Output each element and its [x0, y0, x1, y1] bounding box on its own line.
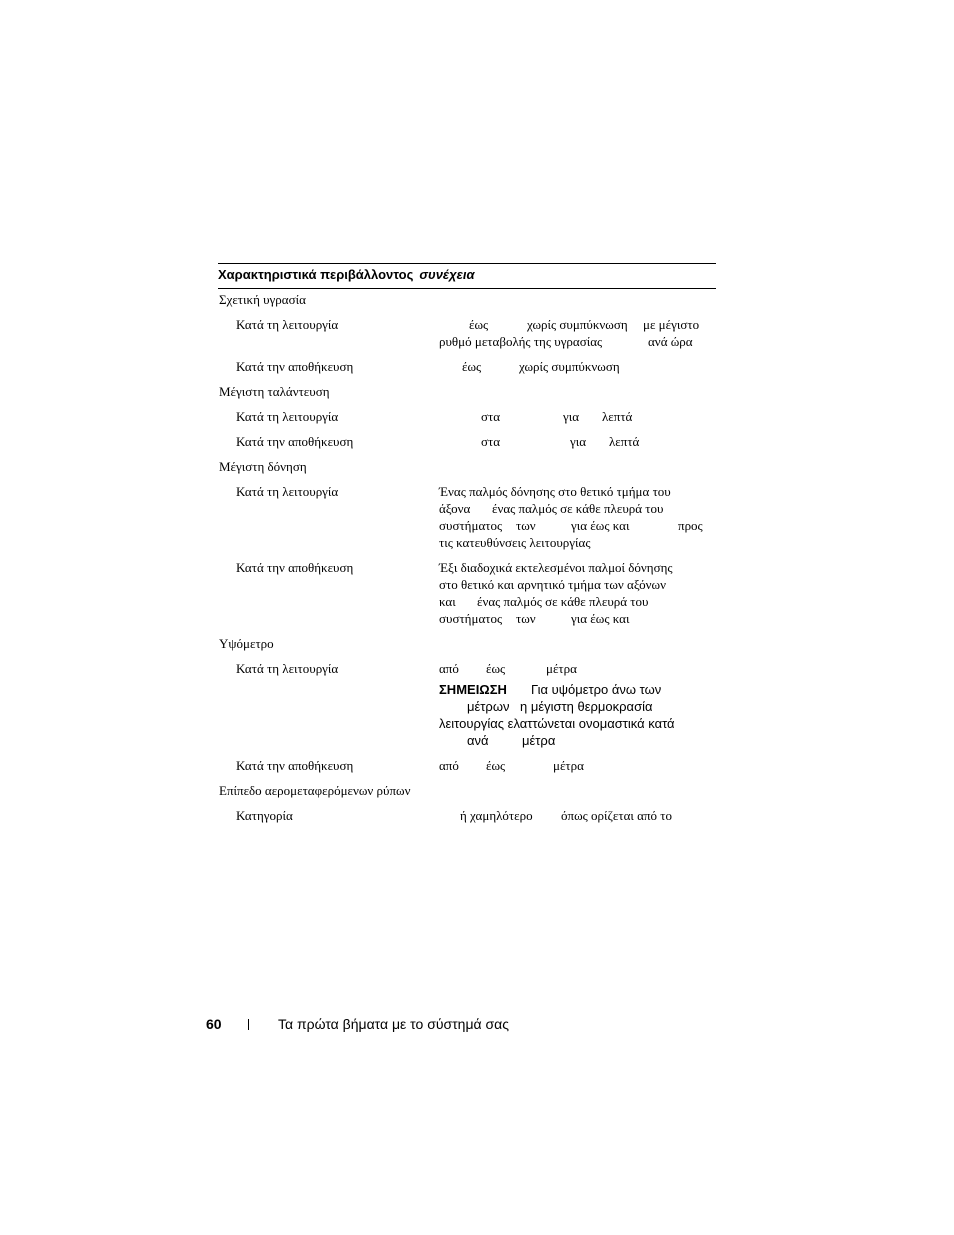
sway-operating-value: για — [563, 409, 580, 424]
sway-storage-label: Κατά την αποθήκευση — [236, 434, 354, 449]
humidity-operating-value: με μέγιστο — [643, 317, 700, 332]
note-label: ΣΗΜΕΙΩΣΗ — [439, 682, 507, 697]
altitude-storage-value: από — [439, 758, 459, 773]
vibration-operating-value: των — [516, 518, 536, 533]
sway-label: Μέγιστη ταλάντευση — [219, 384, 330, 399]
sway-operating-value: λεπτά — [602, 409, 633, 424]
table-title: Χαρακτηριστικά περιβάλλοντος — [218, 267, 414, 282]
note-text: μέτρων — [467, 699, 510, 714]
vibration-storage-value: και — [439, 594, 456, 609]
humidity-operating-label: Κατά τη λειτουργία — [236, 317, 339, 332]
vibration-storage-value: ένας παλμός σε κάθε πλευρά του — [477, 594, 649, 609]
humidity-operating-value: χωρίς συμπύκνωση — [527, 317, 628, 332]
humidity-storage-value: έως — [462, 359, 482, 374]
vibration-label: Μέγιστη δόνηση — [219, 459, 307, 474]
sway-operating-value: στα — [481, 409, 501, 424]
vibration-storage-value: για έως και — [571, 611, 630, 626]
vibration-operating-value: Ένας παλμός δόνησης στο θετικό τμήμα του — [439, 484, 671, 499]
note-text: ανά — [467, 733, 489, 748]
altitude-storage-value: μέτρα — [553, 758, 584, 773]
contaminant-label: Επίπεδο αερομεταφερόμενων ρύπων — [219, 783, 411, 798]
note-text: η μέγιστη θερμοκρασία — [520, 699, 653, 714]
vibration-operating-value: συστήματος — [439, 518, 503, 533]
footer-separator — [248, 1019, 249, 1030]
vibration-storage-value: των — [516, 611, 536, 626]
vibration-storage-label: Κατά την αποθήκευση — [236, 560, 354, 575]
altitude-storage-value: έως — [486, 758, 506, 773]
sway-storage-value: στα — [481, 434, 501, 449]
altitude-operating-value: μέτρα — [546, 661, 577, 676]
humidity-label: Σχετική υγρασία — [219, 292, 306, 307]
contaminant-class-value: ή χαμηλότερο — [460, 808, 533, 823]
vibration-storage-value: συστήματος — [439, 611, 503, 626]
note-text: λειτουργίας ελαττώνεται ονομαστικά κατά — [439, 716, 675, 731]
altitude-label: Υψόμετρο — [219, 636, 274, 651]
humidity-storage-label: Κατά την αποθήκευση — [236, 359, 354, 374]
vibration-operating-value: τις κατευθύνσεις λειτουργίας — [439, 535, 591, 550]
vibration-operating-value: άξονα — [439, 501, 471, 516]
contaminant-class-label: Κατηγορία — [236, 808, 293, 823]
contaminant-class-value: όπως ορίζεται από το — [561, 808, 672, 823]
humidity-storage-value: χωρίς συμπύκνωση — [519, 359, 620, 374]
sway-storage-value: λεπτά — [609, 434, 640, 449]
vibration-operating-value: προς — [678, 518, 703, 533]
humidity-operating-value: ρυθμό μεταβολής της υγρασίας — [439, 334, 603, 349]
sway-operating-label: Κατά τη λειτουργία — [236, 409, 339, 424]
humidity-operating-value: ανά ώρα — [648, 334, 693, 349]
sway-storage-value: για — [570, 434, 587, 449]
altitude-operating-value: έως — [486, 661, 506, 676]
page-number: 60 — [206, 1016, 222, 1032]
vibration-storage-value: στο θετικό και αρνητικό τμήμα των αξόνων — [439, 577, 666, 592]
note-text: Για υψόμετρο άνω των — [531, 682, 662, 697]
vibration-operating-value: για έως και — [571, 518, 630, 533]
table-header — [218, 263, 716, 289]
continued-label: συνέχεια — [419, 267, 475, 282]
altitude-operating-label: Κατά τη λειτουργία — [236, 661, 339, 676]
vibration-storage-value: Έξι διαδοχικά εκτελεσμένοι παλμοί δόνησης — [439, 560, 673, 575]
footer-chapter-title: Τα πρώτα βήματα με το σύστημά σας — [278, 1016, 509, 1032]
note-text: μέτρα — [522, 733, 556, 748]
altitude-storage-label: Κατά την αποθήκευση — [236, 758, 354, 773]
vibration-operating-label: Κατά τη λειτουργία — [236, 484, 339, 499]
vibration-operating-value: ένας παλμός σε κάθε πλευρά του — [492, 501, 664, 516]
humidity-operating-value: έως — [469, 317, 489, 332]
altitude-operating-value: από — [439, 661, 459, 676]
